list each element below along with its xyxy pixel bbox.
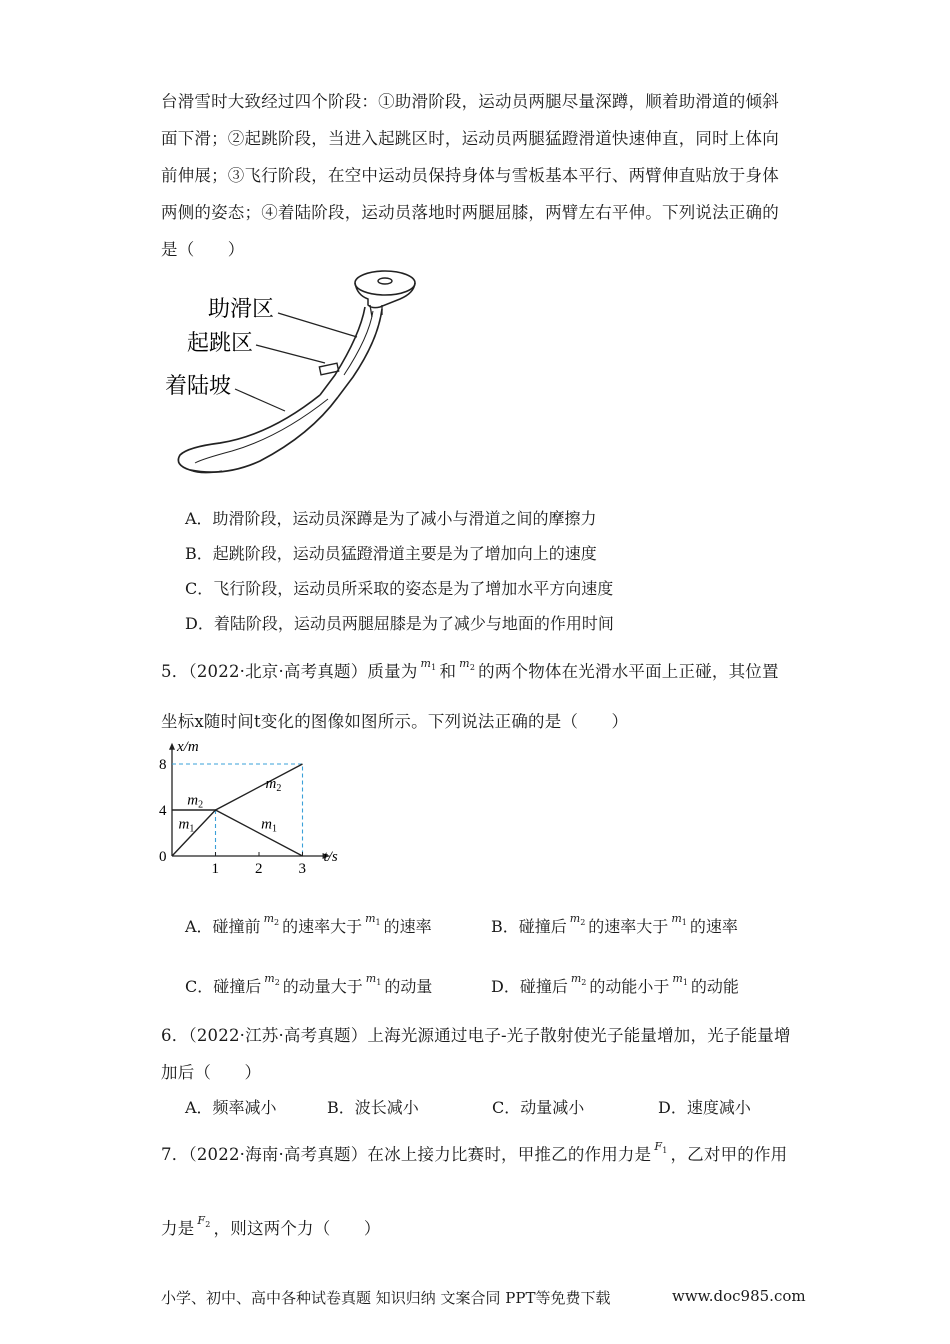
q6-option-c: C．动量减小 — [492, 1098, 585, 1117]
y-axis-arrow — [169, 743, 175, 750]
footer-text: 小学、初中、高中各种试卷真题 知识归纳 文案合同 PPT等免费下载 — [161, 1289, 611, 1307]
y-tick-label: 0 — [159, 849, 167, 865]
q4-option-c: C．飞行阶段，运动员所采取的姿态是为了增加水平方向速度 — [185, 579, 614, 598]
q6-text-line-1: 6．（2022·江苏·高考真题）上海光源通过电子-光子散射使光子能量增加，光子能量增 — [161, 1026, 791, 1045]
x-tick-label: 1 — [211, 861, 219, 875]
series-label-m1-1: $m_1$ — [178, 816, 195, 835]
q6-option-d: D．速度减小 — [658, 1098, 751, 1117]
series-label-m2-1: $m_2$ — [187, 792, 204, 811]
q4-option-a: A．助滑阶段，运动员深蹲是为了减小与滑道之间的摩擦力 — [185, 509, 597, 528]
series-label-m2-2: $m_2$ — [265, 776, 282, 795]
footer-website[interactable]: www.doc985.com — [672, 1287, 806, 1305]
series-label-sub: 2 — [276, 783, 282, 795]
ski-jump-figure — [160, 265, 430, 490]
q6-text-line-2: 加后（ ） — [161, 1063, 262, 1082]
q7-text-line-1: 7．（2022·海南·高考真题）在冰上接力比赛时，甲推乙的作用力是 $^{F_1}$ ，乙对甲的作用 — [161, 1140, 788, 1164]
q4-text-line-5: 是（ ） — [161, 240, 245, 259]
q4-text-line-1: 台滑雪时大致经过四个阶段：①助滑阶段，运动员两腿尽量深蹲，顺着助滑道的倾斜 — [161, 92, 779, 111]
q4-option-d: D．着陆阶段，运动员两腿屈膝是为了减少与地面的作用时间 — [185, 614, 614, 633]
series-label-sub: 2 — [198, 799, 204, 811]
q5-option-b: B．碰撞后 $^{m_2}$ 的速率大于 $^{m_1}$ 的速率 — [491, 912, 738, 936]
q6-option-b: B．波长减小 — [327, 1098, 419, 1117]
series-label-sub: 1 — [189, 823, 195, 835]
f1-symbol: F1 — [654, 1140, 668, 1156]
series-label-m1-2: $m_1$ — [261, 816, 278, 835]
x-tick-label: 3 — [298, 861, 306, 875]
label-qitiaoqu: 起跳区 — [187, 330, 254, 355]
q4-text-line-4: 两侧的姿态；④着陆阶段，运动员落地时两腿屈膝，两臂左右平伸。下列说法正确的 — [161, 203, 779, 222]
q5-text-line-1: 5．（2022·北京·高考真题）质量为 $^{m_1}$ 和 $^{m_2}$ 的两个物体在光滑水平面上正碰，其位置 — [161, 657, 779, 681]
label-zhuolupo: 着陆坡 — [165, 373, 232, 398]
q5-option-a: A．碰撞前 $^{m_2}$ 的速率大于 $^{m_1}$ 的速率 — [185, 912, 432, 936]
series-label-sub: 1 — [272, 823, 278, 835]
m1-symbol: m1 — [420, 657, 437, 673]
q5-text-line-2: 坐标x随时间t变化的图像如图所示。下列说法正确的是（ ） — [161, 712, 629, 731]
q4-text-line-2: 面下滑；②起跳阶段，当进入起跳区时，运动员两腿猛蹬滑道快速伸直，同时上体向 — [161, 129, 779, 148]
q4-option-b: B．起跳阶段，运动员猛蹬滑道主要是为了增加向上的速度 — [185, 544, 597, 563]
y-tick-label: 4 — [159, 803, 167, 819]
m2-symbol: m2 — [459, 657, 476, 673]
q5-option-c: C．碰撞后 $^{m_2}$ 的动量大于 $^{m_1}$ 的动量 — [185, 972, 433, 996]
label-zhuhuaqu: 助滑区 — [208, 296, 275, 321]
x-tick-label: 2 — [255, 861, 263, 875]
f2-symbol: F2 — [197, 1214, 211, 1230]
q4-text-line-3: 前伸展；③飞行阶段，在空中运动员保持身体与雪板基本平行、两臂伸直贴放于身体 — [161, 166, 779, 185]
xt-chart — [150, 735, 370, 875]
x-axis-label: t/s — [323, 849, 338, 865]
q7-text-line-2: 力是 $^{F_2}$ ，则这两个力（ ） — [161, 1214, 381, 1238]
y-tick-label: 8 — [159, 757, 167, 773]
q6-option-a: A．频率减小 — [185, 1098, 277, 1117]
q5-option-d: D．碰撞后 $^{m_2}$ 的动能小于 $^{m_1}$ 的动能 — [491, 972, 739, 996]
y-axis-label: x/m — [177, 738, 199, 755]
